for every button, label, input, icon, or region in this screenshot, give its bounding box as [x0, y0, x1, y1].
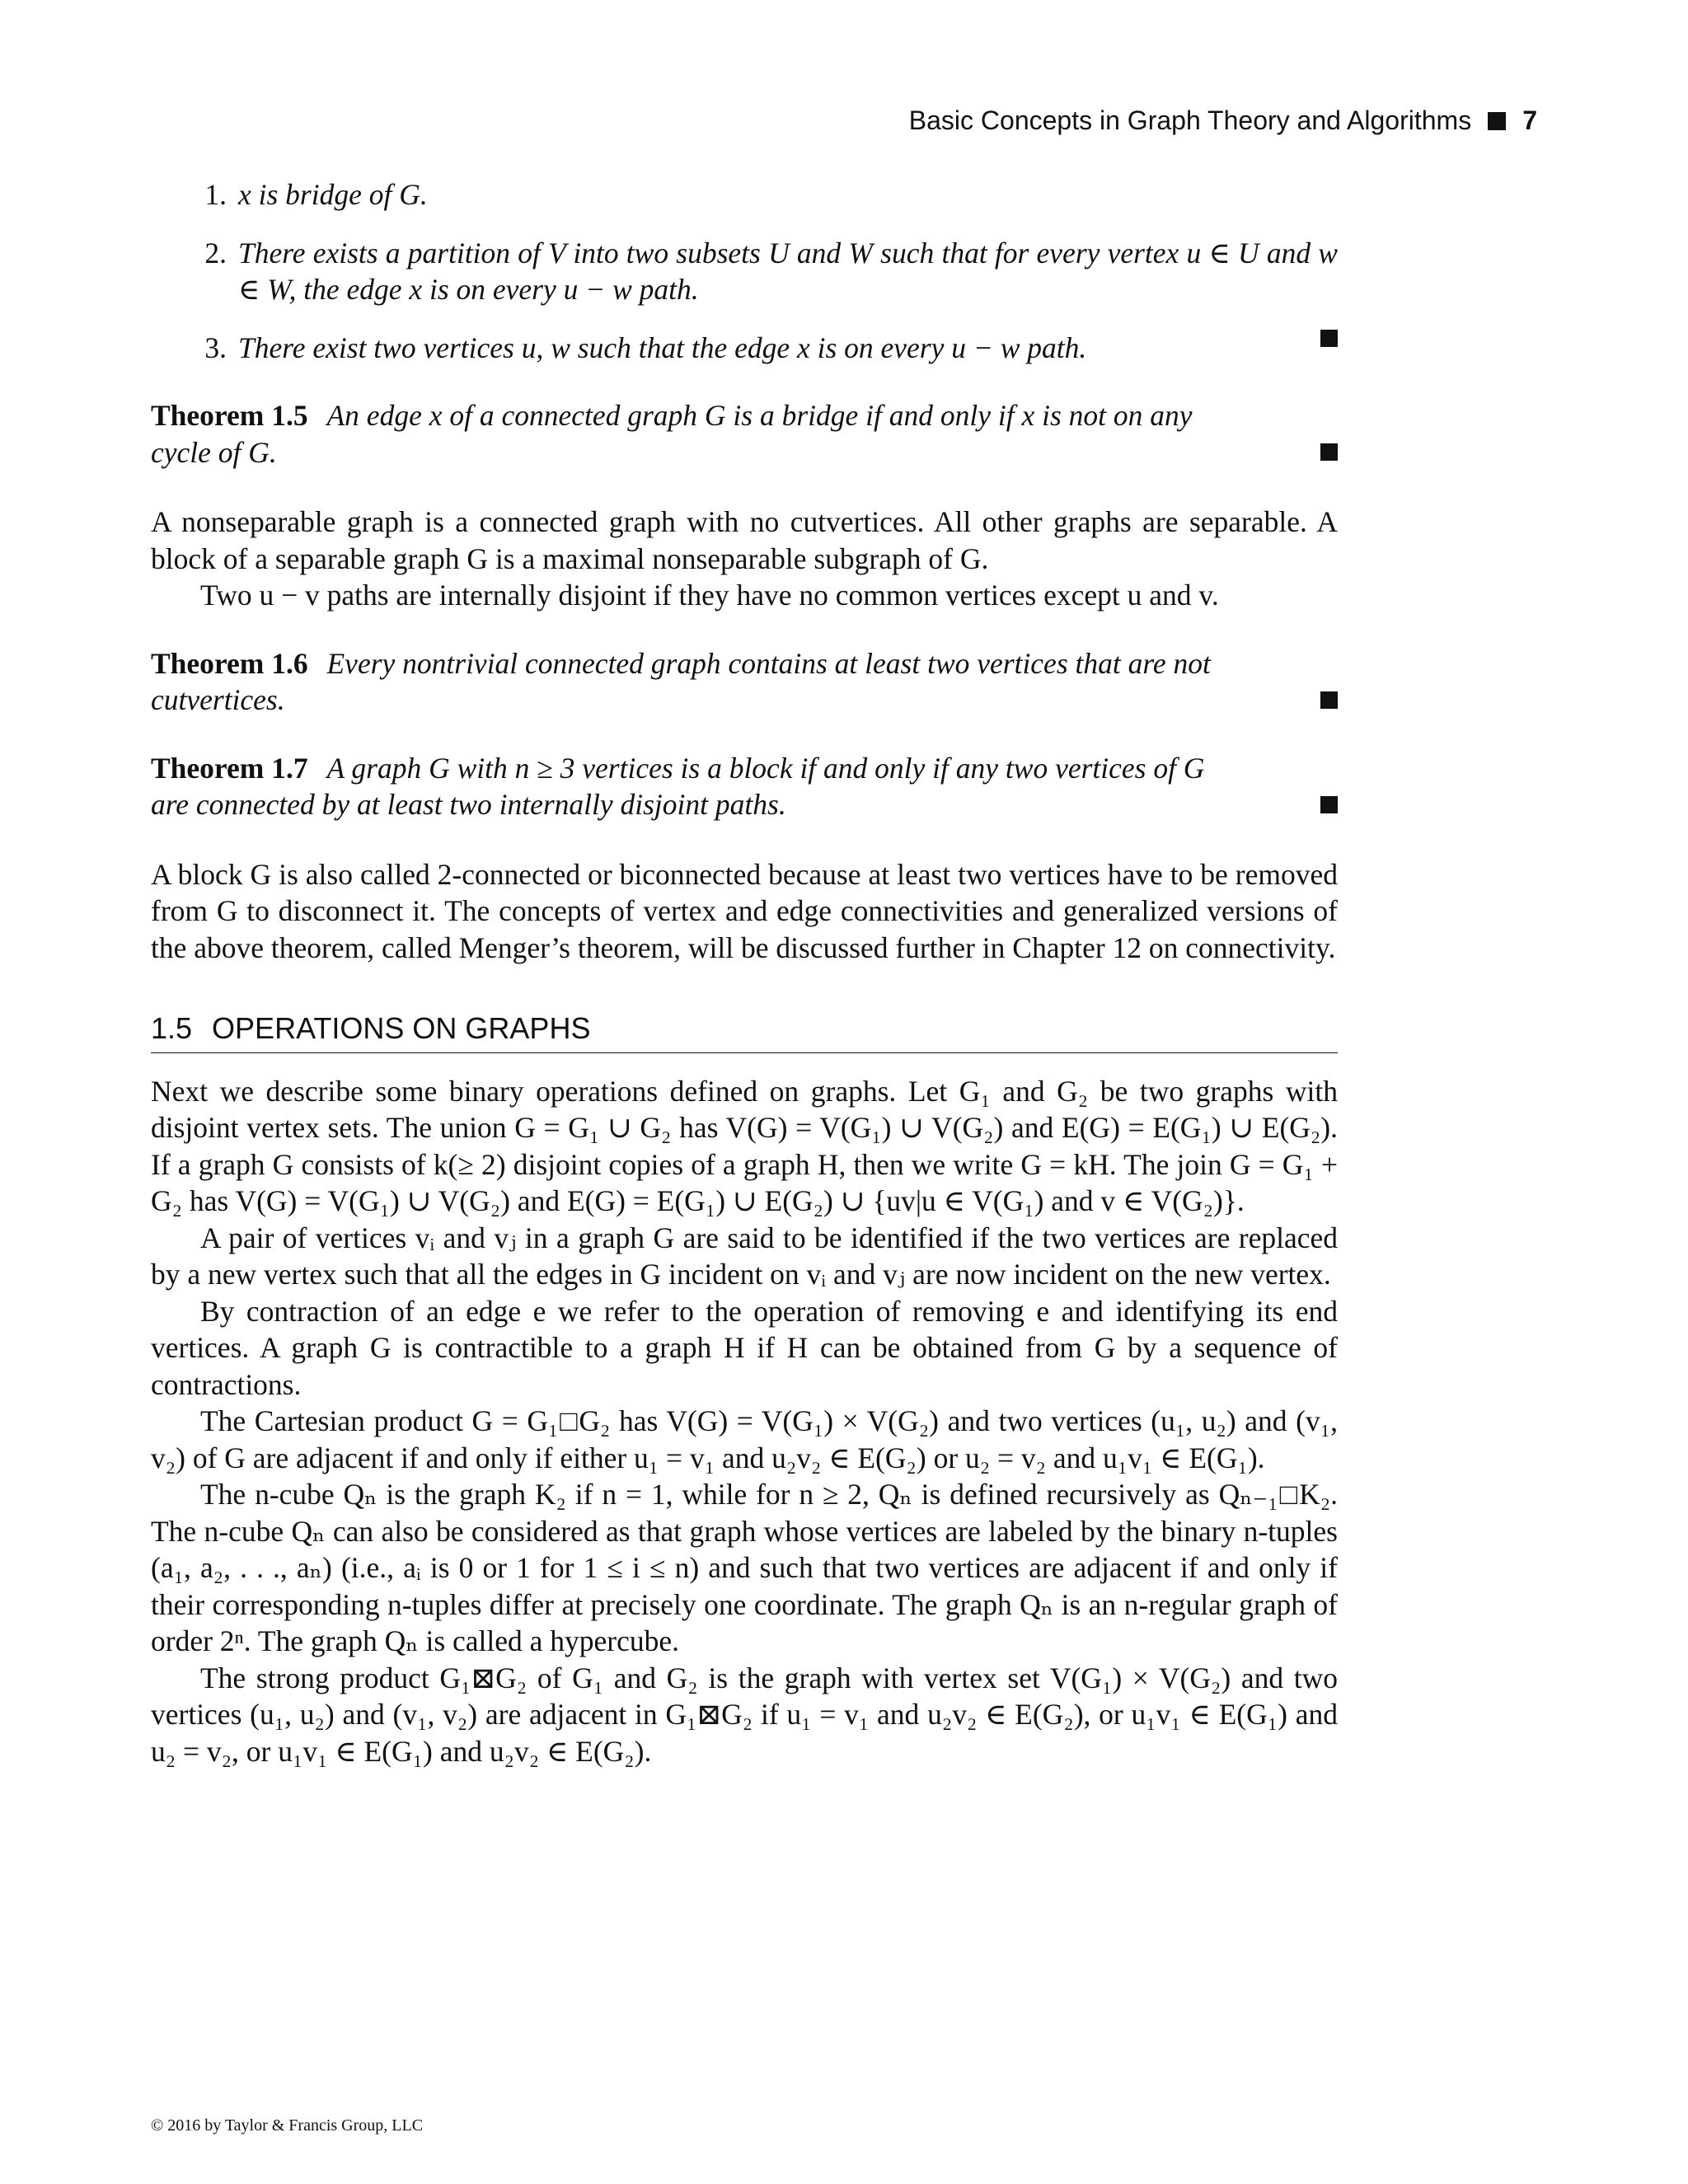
- list-item-text-wrap: [238, 330, 1338, 367]
- qed-square-icon: [1320, 330, 1338, 347]
- section-paragraph: The n-cube Qₙ is the graph K₂ if n = 1, while for n ≥ 2, Qₙ is defined recursively as Qₙ₋₁□K₂. The n-cube Qₙ can also be considered as that graph whose vertices are labeled by the binary n-tuples (a₁, a₂, . . ., aₙ) (i.e., aᵢ is 0 or 1 for 1 ≤ i ≤ n) and such that two vertices are adjacent if and only if their corresponding n-tuples differ at precisely one coordinate. The graph Qₙ is an n-regular graph of order 2ⁿ. The graph Qₙ is called a hypercube.: [151, 1478, 1338, 1657]
- theorem-end-line: [151, 682, 1338, 719]
- theorem-end-line: [151, 786, 1338, 823]
- condition-list: [151, 176, 1338, 366]
- theorem-body-end: are connected by at least two internally disjoint paths.: [151, 788, 786, 821]
- section-paragraph: Next we describe some binary operations defined on graphs. Let G₁ and G₂ be two graphs with disjoint vertex sets. The union G = G₁ ∪ G₂ has V(G) = V(G₁) ∪ V(G₂) and E(G) = E(G₁) ∪ E(G₂). If a graph G consists of k(≥ 2) disjoint copies of a graph H, then we write G = kH. The join G = G₁ + G₂ has V(G) = V(G₁) ∪ V(G₂) and E(G) = E(G₁) ∪ E(G₂) ∪ {uv|u ∈ V(G₁) and v ∈ V(G₂)}.: [151, 1074, 1338, 1217]
- page-body: [151, 176, 1338, 1769]
- page-number: 7: [1522, 105, 1537, 135]
- paragraph-text: A nonseparable graph is a connected graph with no cutvertices. All other graphs are separable. A block of a separable graph G is a maximal nonseparable subgraph of G.: [151, 505, 1338, 575]
- running-title: Basic Concepts in Graph Theory and Algorithms: [908, 105, 1472, 135]
- list-item: [151, 235, 1338, 308]
- theorem-1-7: [151, 750, 1338, 823]
- section-number: 1.5: [151, 1011, 193, 1045]
- section-title: OPERATIONS ON GRAPHS: [212, 1011, 591, 1045]
- theorem-body: An edge x of a connected graph G is a bridge if and only if x is not on any: [326, 399, 1193, 432]
- theorem-body-end: cycle of G.: [151, 435, 277, 469]
- list-item-number: 1.: [204, 178, 227, 211]
- qed-square-icon: [1320, 443, 1338, 461]
- running-header: [909, 105, 1537, 136]
- theorem-1-5: [151, 397, 1338, 471]
- theorem-label: Theorem 1.6: [151, 646, 308, 680]
- theorem-body: A graph G with n ≥ 3 vertices is a block if and only if any two vertices of G: [326, 751, 1205, 785]
- qed-square-icon: [1320, 796, 1338, 813]
- section-heading: [151, 1010, 1338, 1053]
- paragraph-text: Two u − v paths are internally disjoint if they have no common vertices except u and v.: [200, 579, 1219, 612]
- list-item: [151, 176, 1338, 213]
- list-item: [151, 330, 1338, 367]
- list-item-number: 3.: [204, 330, 227, 364]
- nonseparable-paragraph: [151, 504, 1338, 614]
- copyright-footer: © 2016 by Taylor & Francis Group, LLC: [151, 2116, 424, 2135]
- list-item-number: 2.: [204, 236, 227, 269]
- theorem-body: Every nontrivial connected graph contains at least two vertices that are not: [326, 646, 1211, 680]
- paragraph-text: A block G is also called 2-connected or biconnected because at least two vertices have to be removed from G to disconnect it. The concepts of vertex and edge connectivities and generalized versions of the above theorem, called Menger’s theorem, will be discussed further in Chapter 12 on connectivity.: [151, 857, 1338, 964]
- section-paragraph: A pair of vertices vᵢ and vⱼ in a graph G are said to be identified if the two vertices are replaced by a new vertex such that all the edges in G incident on vᵢ and vⱼ are now incident on the new vertex.: [151, 1221, 1338, 1291]
- section-paragraph: The strong product G₁⊠G₂ of G₁ and G₂ is the graph with vertex set V(G₁) × V(G₂) and two vertices (u₁, u₂) and (v₁, v₂) are adjacent in G₁⊠G₂ if u₁ = v₁ and u₂v₂ ∈ E(G₂), or u₁v₁ ∈ E(G₁) and u₂ = v₂, or u₁v₁ ∈ E(G₁) and u₂v₂ ∈ E(G₂).: [151, 1661, 1338, 1768]
- theorem-label: Theorem 1.7: [151, 751, 308, 785]
- section-paragraph: By contraction of an edge e we refer to the operation of removing e and identifying its end vertices. A graph G is contractible to a graph H if H can be obtained from G by a sequence of contractions.: [151, 1294, 1338, 1401]
- list-item-text: There exists a partition of V into two subsets U and W such that for every vertex u ∈ U and w ∈ W, the edge x is on every u − w path.: [238, 236, 1338, 306]
- block-paragraph: [151, 856, 1338, 967]
- qed-square-icon: [1320, 691, 1338, 709]
- theorem-label: Theorem 1.5: [151, 399, 308, 432]
- theorem-end-line: [151, 434, 1338, 471]
- list-item-text: x is bridge of G.: [238, 178, 428, 211]
- header-square-icon: [1488, 112, 1506, 130]
- list-item-text: There exist two vertices u, w such that the edge x is on every u − w path.: [238, 330, 1087, 364]
- theorem-body-end: cutvertices.: [151, 683, 285, 716]
- theorem-1-6: [151, 645, 1338, 719]
- section-paragraph: The Cartesian product G = G₁□G₂ has V(G) = V(G₁) × V(G₂) and two vertices (u₁, u₂) and (v₁, v₂) of G are adjacent if and only if either u₁ = v₁ and u₂v₂ ∈ E(G₂) or u₂ = v₂ and u₁v₁ ∈ E(G₁).: [151, 1404, 1338, 1474]
